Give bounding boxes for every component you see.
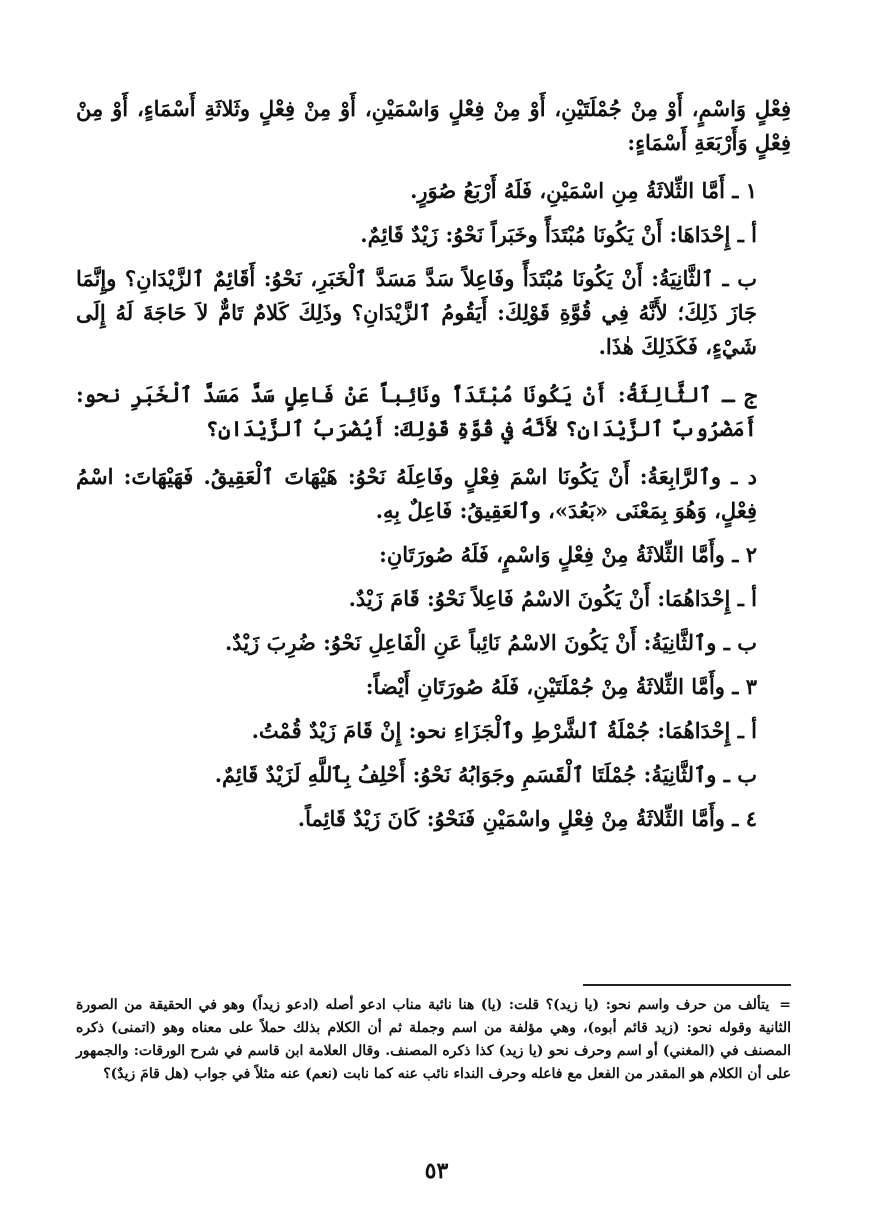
section-4-heading: ٤ ـ وأَمَّا الثِّلاثَةُ مِنْ فِعْلٍ واسْمَيْنِ فَنَحْوُ: كَانَ زَيْدٌ قَائِماً. [297, 806, 757, 831]
page-number: ٥٣ [424, 1158, 449, 1184]
section-3-item-b: ب ـ وٱلثَّانِيَةُ: جُمْلَتَا ٱلْقَسَمِ وجَوَابُهُ نَحْوُ: أَحْلِفُ بِٱللَّهِ لَزَيْدٌ قَائِمٌ. [214, 762, 757, 787]
footnote [76, 994, 791, 1086]
section-1-item-b: ب ـ ٱلثَّانِيَةُ: أَنْ يَكُونَا مُبْتَدَأً وفَاعِلاً سَدَّ مَسَدَّ ٱلْخَبَرِ، نَحْوُ: أَقَائِمٌ ٱلزَّيْدَانِ؟ وإِنَّمَا جَازَ ذَلِكَ؛ لأَنَّهُ فِي قُوَّةِ قَوْلِكَ: أَيَقُومُ ٱلزَّيْدَانِ؟ وذَلِكَ كَلامٌ تَامٌّ لاَ حَاجَةَ لَهُ إِلَى شَيْءٍ، فَكَذَلِكَ هٰذَا. [76, 266, 757, 359]
footnote-text: يتألف من حرف واسم نحو: (يا زيد)؟ قلت: (يا) هنا نائبة مناب ادعو أصله (ادعو زيداً) وهو في الحقيقة من الصورة الثانية وقوله نحو: (زيد قائم أبوه)، وهي مؤلفة من اسم وجملة ثم أن الكلام بذلك حملاً على معناه وهو (اتمنى) ذكره المصنف في (المغني) أو اسم وحرف نحو (يا زيد) كذا ذكره المصنف. وقال العلامة ابن قاسم في شرح الورقات: والجمهور على أن الكلام هو المقدر من الفعل مع فاعله وحرف النداء نائب عنه كما نابت (نعم) عنه مثلاً في جواب (هل قامَ زيدٌ)؟ [76, 997, 791, 1082]
section-1-item-d: د ـ وٱلرَّابِعَةُ: أَنْ يَكُونَا اسْمَ فِعْلٍ وفَاعِلَهُ نَحْوُ: هَيْهَاتَ ٱلْعَقِيقُ. فَهَيْهَاتَ: اسْمُ فِعْلٍ، وَهُوَ بِمَعْنَى «بَعُدَ»، وٱلعَقِيقُ: فَاعِلٌ بِهِ. [76, 464, 757, 523]
section-1-heading: ١ ـ أَمَّا الثِّلاثَةُ مِنِ اسْمَيْنِ، فَلَهُ أَرْبَعُ صُوَرٍ. [410, 178, 757, 203]
main-text [76, 92, 791, 846]
section-3-heading: ٣ ـ وأَمَّا الثِّلاثَةُ مِنْ جُمْلَتَيْنِ، فَلَهُ صُورَتَانِ أَيْضاً: [365, 674, 757, 699]
footnote-divider [583, 984, 791, 986]
section-2-heading: ٢ ـ وأَمَّا الثِّلاثَةُ مِنْ فِعْلٍ وَاسْمٍ، فَلَهُ صُورَتَانِ: [379, 542, 757, 567]
section-1-item-a: أ ـ إِحْدَاهَا: أَنْ يَكُونَا مُبْتَدَأً وخَبَراً نَحْوُ: زَيْدٌ قَائِمٌ. [360, 222, 757, 247]
footnote-continuation-marker: = [779, 997, 791, 1013]
section-3-item-a: أ ـ إِحْدَاهُمَا: جُمْلَةُ ٱلشَّرْطِ وٱلْجَزَاءِ نحو: إِنْ قَامَ زَيْدٌ قُمْتُ. [251, 718, 757, 743]
section-2-item-b: ب ـ وٱلثَّانِيَةُ: أَنْ يَكُونَ الاسْمُ نَائِباً عَنِ الْفَاعِلِ نَحْوُ: ضُرِبَ زَيْدٌ. [224, 630, 757, 655]
section-1-item-c: ج ـ ٱلثَّالِثَةُ: أَنْ يَكُونَا مُبْتَدَأً ونَائِباً عَنْ فَاعِلٍ سَدَّ مَسَدَّ ٱلْخَبَرِ نحو: أَمَضْرُوبٌ ٱلزَّيْدَانِ؟ لأَنَّهُ في قُوَّةِ قَوْلِكَ: أَيُضْرَبُ ٱلزَّيْدَانِ؟ [76, 382, 757, 441]
section-2-item-a: أ ـ إِحْدَاهُمَا: أَنْ يَكُونَ الاسْمُ فَاعِلاً نَحْوُ: قَامَ زَيْدٌ. [348, 586, 757, 611]
paragraph-intro: فِعْلٍ وَاسْمٍ، أَوْ مِنْ جُمْلَتَيْنِ، أَوْ مِنْ فِعْلٍ وَاسْمَيْنِ، أَوْ مِنْ فِعْلٍ وثَلاثَةِ أَسْمَاءٍ، أَوْ مِنْ فِعْلٍ وَأَرْبَعَةِ أَسْمَاءٍ: [76, 96, 791, 155]
